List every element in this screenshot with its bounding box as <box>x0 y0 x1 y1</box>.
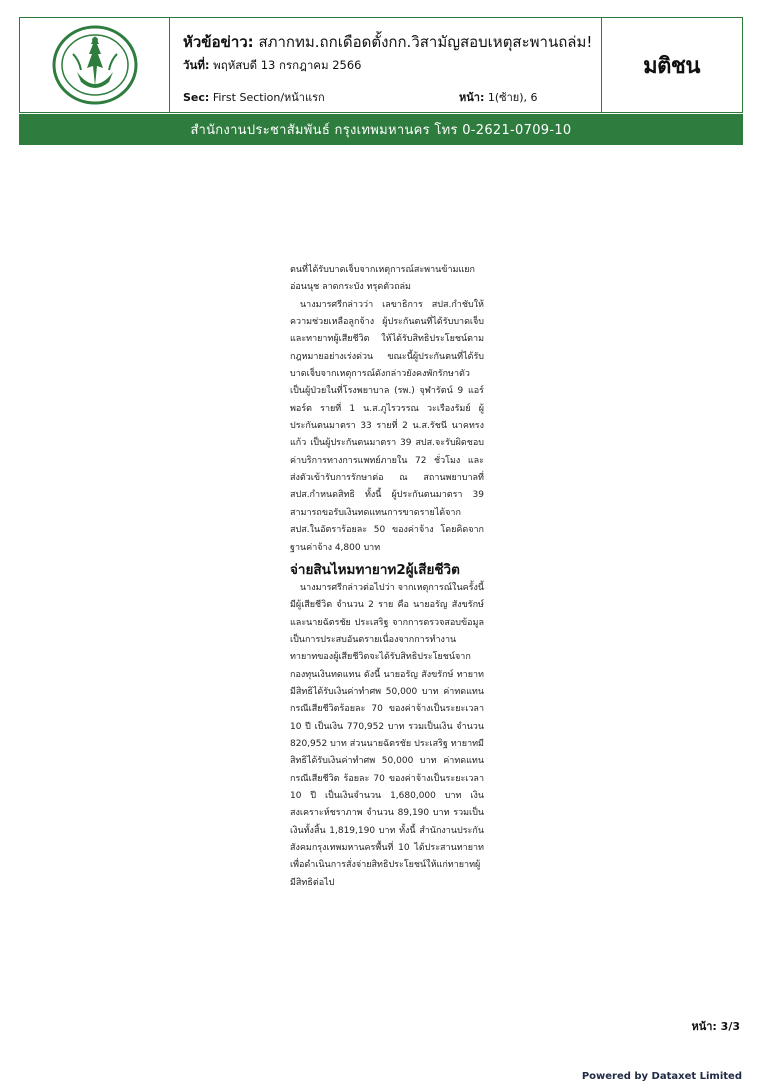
article-subheading: จ่ายสินไหมทายาท2ผู้เสียชีวิต <box>290 561 460 578</box>
page-value: 1(ซ้าย), 6 <box>487 91 538 104</box>
article-paragraph-3: นางมารศรีกล่าวต่อไปว่า จากเหตุการณ์ในครั้งนี้มีผู้เสียชีวิต จำนวน 2 ราย คือ นายอรัญ สังขรักษ์ และนายฉัตรชัย ประเสริฐ จากการตรวจสอบข้อมูลเป็นการประสบอันตรายเนื่องจากการทำงาน ทายาทของผู้เสียชีวิตจะได้รับสิทธิประโยชน์จากกองทุนเงินทดแทน ดังนี้ นายอรัญ สังขรักษ์ ทายาทมีสิทธิได้รับเงินค่าทำศพ 50,000 บาท ค่าทดแทนกรณีเสียชีวิตร้อยละ 70 ของค่าจ้างเป็นระยะเวลา 10 ปี เป็นเงิน 770,952 บาท รวมเป็นเงิน จำนวน 820,952 บาท ส่วนนายฉัตรชัย ประเสริฐ ทายาทมีสิทธิได้รับเงินค่าทำศพ 50,000 บาท ค่าทดแทนกรณีเสียชีวิต ร้อยละ 70 ของค่าจ้างเป็นระยะเวลา 10 ปี เป็นเงินจำนวน 1,680,000 บาท เงินสงเคราะห์ชราภาพ จำนวน 89,190 บาท รวมเป็นเงินทั้งสิ้น 1,819,190 บาท ทั้งนี้ สำนักงานประกันสังคมกรุงเทพมหานครพื้นที่ 10 ได้ประสานทายาทเพื่อดำเนินการสั่งจ่ายสิทธิประโยชน์ให้แก่ทายาทผู้มีสิทธิต่อไป <box>290 582 484 888</box>
logo-cell <box>20 18 170 112</box>
news-article <box>290 262 484 892</box>
headline-label: หัวข้อข่าว: <box>183 33 254 51</box>
publication-cell <box>601 18 742 112</box>
banner-text: สำนักงานประชาสัมพันธ์ กรุงเทพมหานคร โทร 0-2621-0709-10 <box>190 123 572 138</box>
date-label: วันที่: <box>183 58 210 72</box>
publication-name: มติชน <box>643 53 700 79</box>
news-header <box>19 17 743 113</box>
section-value: First Section/หน้าแรก <box>212 91 325 104</box>
news-info-cell <box>169 18 602 112</box>
page-number: หน้า: 3/3 <box>691 1020 740 1033</box>
pr-office-banner <box>19 114 743 145</box>
section-label: Sec: <box>183 91 210 104</box>
bangkok-seal-logo <box>51 24 139 106</box>
page-label: หน้า: <box>459 91 485 104</box>
headline-row <box>183 30 592 54</box>
date-row <box>183 57 362 75</box>
section-row <box>183 88 325 106</box>
article-paragraph-2: นางมารศรีกล่าวว่า เลขาธิการ สปส.กำชับให้ความช่วยเหลือลูกจ้าง ผู้ประกันตนที่ได้รับบาดเจ็บ และทายาทผู้เสียชีวิต ให้ได้รับสิทธิประโยชน์ตามกฎหมายอย่างเร่งด่วน ขณะนี้ผู้ประกันตนที่ได้รับบาดเจ็บจากเหตุการณ์ดังกล่าวยังคงพักรักษาตัวเป็นผู้ป่วยในที่โรงพยาบาล (รพ.) จุฬารัตน์ 9 แอร์พอร์ต รายที่ 1 น.ส.ภูไรวรรณ วะเรืองรัมย์ ผู้ประกันตนมาตรา 33 รายที่ 2 น.ส.รัชนี นาคทรงแก้ว เป็นผู้ประกันตนมาตรา 39 สปส.จะรับผิดชอบค่าบริการทางการแพทย์ภายใน 72 ชั่วโมง และส่งตัวเข้ารับการรักษาต่อ ณ สถานพยาบาลที่สปส.กำหนดสิทธิ ทั้งนี้ ผู้ประกันตนมาตรา 39 สามารถขอรับเงินทดแทนการขาดรายได้จาก สปส.ในอัตราร้อยละ 50 ของค่าจ้าง โดยคิดจากฐานค่าจ้าง 4,800 บาท <box>290 299 484 553</box>
page-row <box>459 88 538 106</box>
date-value: พฤหัสบดี 13 กรกฎาคม 2566 <box>213 58 362 72</box>
article-paragraph-1: ตนที่ได้รับบาดเจ็บจากเหตุการณ์สะพานข้ามแยกอ่อนนุช ลาดกระบัง ทรุดตัวถล่ม <box>290 265 475 293</box>
headline-text: สภากทม.ถกเดือดตั้งกก.วิสามัญสอบเหตุสะพานถล่ม! <box>258 33 593 51</box>
powered-by: Powered by Dataxet Limited <box>581 1071 742 1082</box>
